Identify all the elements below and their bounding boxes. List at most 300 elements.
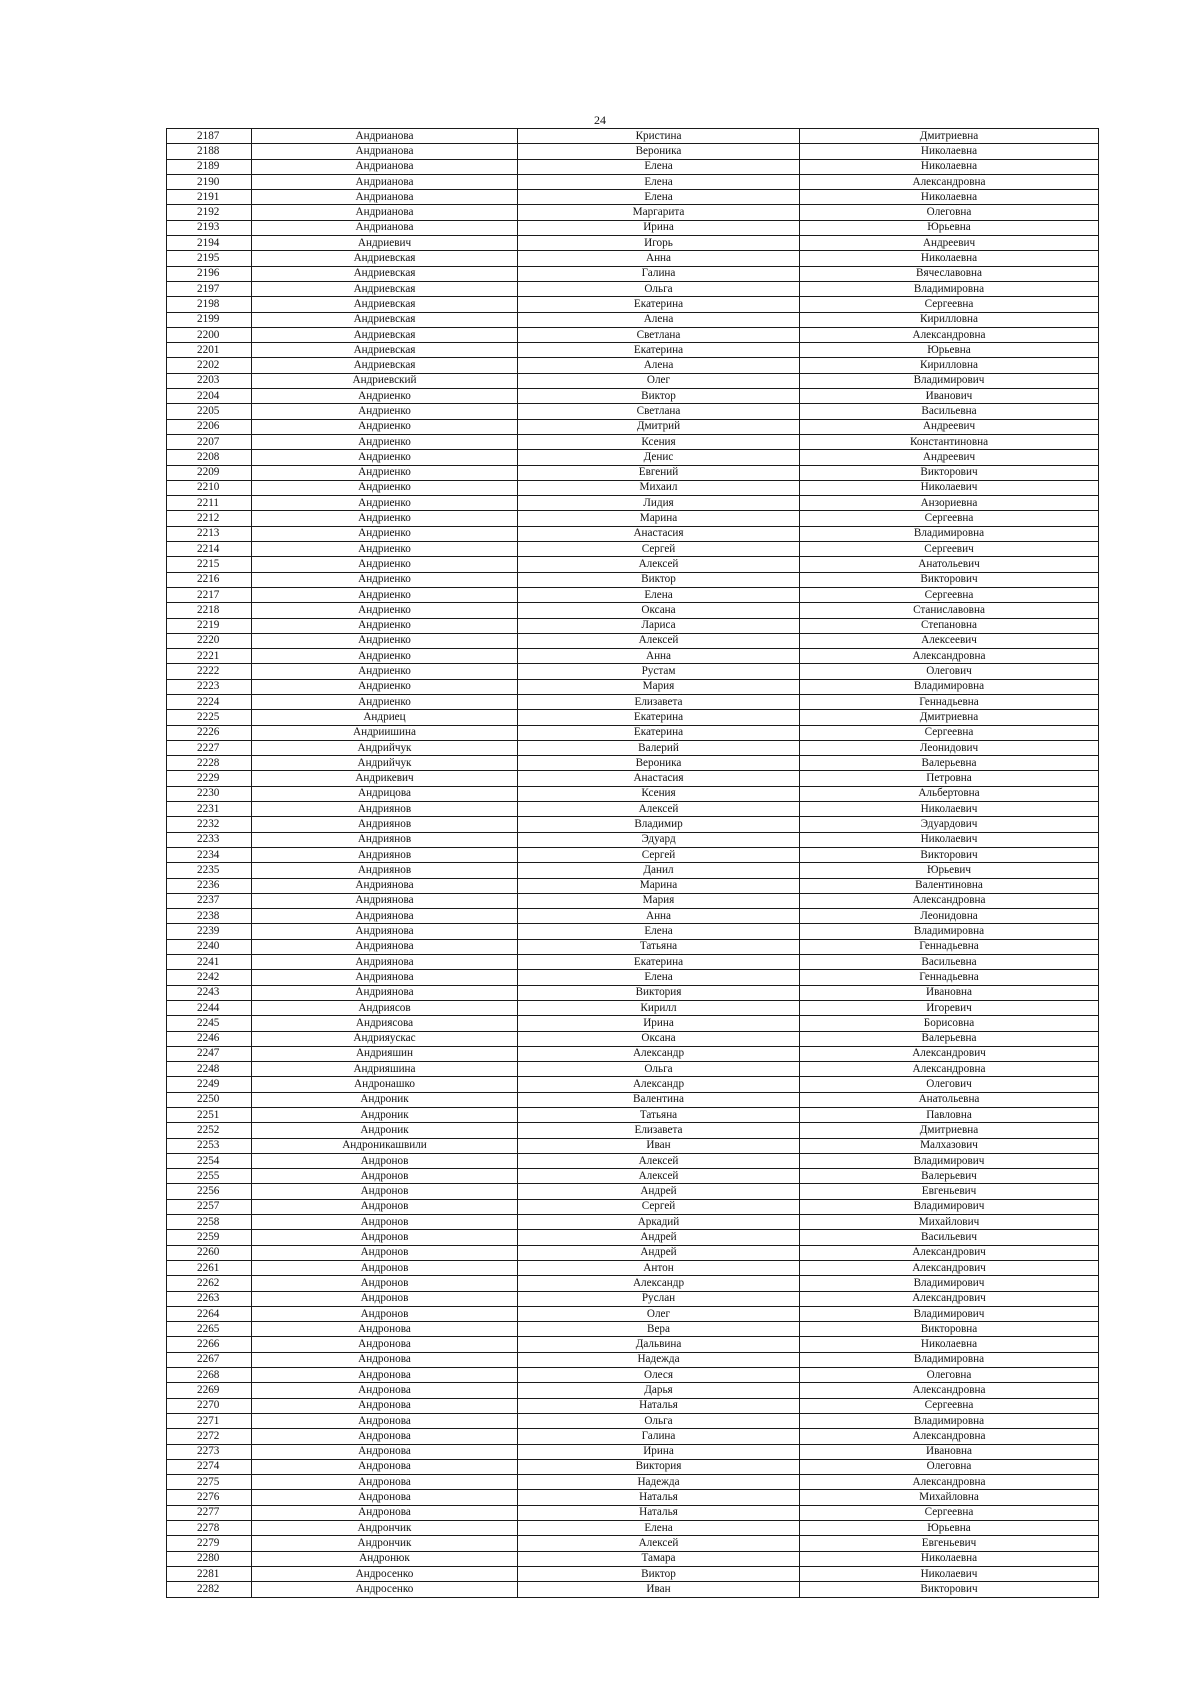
first-name-cell: Денис xyxy=(518,450,800,465)
record-number-cell: 2281 xyxy=(167,1566,252,1581)
patronymic-cell: Валерьевна xyxy=(800,756,1099,771)
table-row xyxy=(167,1551,1099,1566)
patronymic-cell: Юрьевна xyxy=(800,343,1099,358)
record-number-cell: 2250 xyxy=(167,1092,252,1107)
table-row xyxy=(167,740,1099,755)
record-number-cell: 2209 xyxy=(167,465,252,480)
patronymic-cell: Юрьевна xyxy=(800,1521,1099,1536)
patronymic-cell: Александровна xyxy=(800,1429,1099,1444)
patronymic-cell: Валерьевич xyxy=(800,1169,1099,1184)
record-number-cell: 2266 xyxy=(167,1337,252,1352)
table-row xyxy=(167,174,1099,189)
surname-cell: Андронашко xyxy=(252,1077,518,1092)
record-number-cell: 2211 xyxy=(167,496,252,511)
patronymic-cell: Васильевна xyxy=(800,955,1099,970)
first-name-cell: Татьяна xyxy=(518,939,800,954)
record-number-cell: 2255 xyxy=(167,1169,252,1184)
patronymic-cell: Васильевна xyxy=(800,404,1099,419)
first-name-cell: Елена xyxy=(518,174,800,189)
patronymic-cell: Владимировна xyxy=(800,1352,1099,1367)
surname-cell: Андронов xyxy=(252,1260,518,1275)
record-number-cell: 2245 xyxy=(167,1016,252,1031)
record-number-cell: 2208 xyxy=(167,450,252,465)
surname-cell: Андрияускас xyxy=(252,1031,518,1046)
record-number-cell: 2251 xyxy=(167,1108,252,1123)
table-row xyxy=(167,679,1099,694)
record-number-cell: 2193 xyxy=(167,220,252,235)
surname-cell: Андроникашвили xyxy=(252,1138,518,1153)
surname-cell: Андриевская xyxy=(252,297,518,312)
surname-cell: Андронова xyxy=(252,1459,518,1474)
patronymic-cell: Дмитриевна xyxy=(800,710,1099,725)
record-number-cell: 2234 xyxy=(167,847,252,862)
record-number-cell: 2198 xyxy=(167,297,252,312)
table-row xyxy=(167,1459,1099,1474)
first-name-cell: Евгений xyxy=(518,465,800,480)
surname-cell: Андросенко xyxy=(252,1566,518,1581)
first-name-cell: Сергей xyxy=(518,1199,800,1214)
first-name-cell: Елена xyxy=(518,587,800,602)
first-name-cell: Анастасия xyxy=(518,526,800,541)
patronymic-cell: Степановна xyxy=(800,618,1099,633)
record-number-cell: 2265 xyxy=(167,1322,252,1337)
table-row xyxy=(167,1322,1099,1337)
patronymic-cell: Владимировна xyxy=(800,526,1099,541)
record-number-cell: 2195 xyxy=(167,251,252,266)
patronymic-cell: Леонидовна xyxy=(800,909,1099,924)
patronymic-cell: Владимирович xyxy=(800,1276,1099,1291)
record-number-cell: 2190 xyxy=(167,174,252,189)
record-number-cell: 2240 xyxy=(167,939,252,954)
patronymic-cell: Викторович xyxy=(800,572,1099,587)
surname-cell: Андрианова xyxy=(252,174,518,189)
register-table xyxy=(166,128,1099,1598)
table-row xyxy=(167,465,1099,480)
surname-cell: Андрианова xyxy=(252,144,518,159)
record-number-cell: 2210 xyxy=(167,480,252,495)
first-name-cell: Екатерина xyxy=(518,297,800,312)
table-row xyxy=(167,771,1099,786)
table-row xyxy=(167,159,1099,174)
first-name-cell: Алена xyxy=(518,358,800,373)
record-number-cell: 2227 xyxy=(167,740,252,755)
table-row xyxy=(167,587,1099,602)
patronymic-cell: Николаевич xyxy=(800,802,1099,817)
surname-cell: Андриенко xyxy=(252,542,518,557)
surname-cell: Андроник xyxy=(252,1092,518,1107)
patronymic-cell: Владимировна xyxy=(800,924,1099,939)
patronymic-cell: Кирилловна xyxy=(800,358,1099,373)
first-name-cell: Екатерина xyxy=(518,725,800,740)
table-row xyxy=(167,603,1099,618)
record-number-cell: 2263 xyxy=(167,1291,252,1306)
first-name-cell: Рустам xyxy=(518,664,800,679)
surname-cell: Андриянов xyxy=(252,847,518,862)
record-number-cell: 2232 xyxy=(167,817,252,832)
patronymic-cell: Валентиновна xyxy=(800,878,1099,893)
record-number-cell: 2244 xyxy=(167,1000,252,1015)
surname-cell: Андриянова xyxy=(252,985,518,1000)
first-name-cell: Андрей xyxy=(518,1230,800,1245)
patronymic-cell: Андреевич xyxy=(800,419,1099,434)
surname-cell: Андрончик xyxy=(252,1536,518,1551)
surname-cell: Андриянова xyxy=(252,924,518,939)
table-row xyxy=(167,1398,1099,1413)
patronymic-cell: Николаевна xyxy=(800,144,1099,159)
record-number-cell: 2267 xyxy=(167,1352,252,1367)
record-number-cell: 2226 xyxy=(167,725,252,740)
table-row xyxy=(167,1123,1099,1138)
first-name-cell: Виктор xyxy=(518,1566,800,1581)
table-row xyxy=(167,144,1099,159)
table-row xyxy=(167,633,1099,648)
record-number-cell: 2188 xyxy=(167,144,252,159)
patronymic-cell: Николаевна xyxy=(800,159,1099,174)
surname-cell: Андриенко xyxy=(252,419,518,434)
surname-cell: Андронова xyxy=(252,1505,518,1520)
table-row xyxy=(167,251,1099,266)
patronymic-cell: Николаевна xyxy=(800,1551,1099,1566)
patronymic-cell: Борисовна xyxy=(800,1016,1099,1031)
patronymic-cell: Александрович xyxy=(800,1046,1099,1061)
patronymic-cell: Михайлович xyxy=(800,1215,1099,1230)
table-row xyxy=(167,1352,1099,1367)
patronymic-cell: Петровна xyxy=(800,771,1099,786)
record-number-cell: 2201 xyxy=(167,343,252,358)
record-number-cell: 2200 xyxy=(167,327,252,342)
first-name-cell: Галина xyxy=(518,1429,800,1444)
first-name-cell: Виктория xyxy=(518,985,800,1000)
table-row xyxy=(167,236,1099,251)
surname-cell: Андронов xyxy=(252,1245,518,1260)
first-name-cell: Екатерина xyxy=(518,710,800,725)
surname-cell: Андриенко xyxy=(252,587,518,602)
patronymic-cell: Станиславовна xyxy=(800,603,1099,618)
patronymic-cell: Олегович xyxy=(800,664,1099,679)
patronymic-cell: Альбертовна xyxy=(800,786,1099,801)
surname-cell: Андриенко xyxy=(252,526,518,541)
table-row xyxy=(167,557,1099,572)
table-row xyxy=(167,1429,1099,1444)
first-name-cell: Елизавета xyxy=(518,694,800,709)
first-name-cell: Сергей xyxy=(518,542,800,557)
record-number-cell: 2268 xyxy=(167,1368,252,1383)
surname-cell: Андронов xyxy=(252,1184,518,1199)
surname-cell: Андросенко xyxy=(252,1582,518,1597)
first-name-cell: Мария xyxy=(518,893,800,908)
first-name-cell: Алексей xyxy=(518,557,800,572)
first-name-cell: Данил xyxy=(518,863,800,878)
table-row xyxy=(167,480,1099,495)
first-name-cell: Марина xyxy=(518,511,800,526)
table-row xyxy=(167,1368,1099,1383)
record-number-cell: 2241 xyxy=(167,955,252,970)
surname-cell: Андроник xyxy=(252,1123,518,1138)
table-row xyxy=(167,1153,1099,1168)
record-number-cell: 2258 xyxy=(167,1215,252,1230)
patronymic-cell: Эдуардович xyxy=(800,817,1099,832)
patronymic-cell: Владимировна xyxy=(800,1413,1099,1428)
first-name-cell: Лидия xyxy=(518,496,800,511)
record-number-cell: 2282 xyxy=(167,1582,252,1597)
surname-cell: Андрианова xyxy=(252,190,518,205)
record-number-cell: 2278 xyxy=(167,1521,252,1536)
first-name-cell: Дарья xyxy=(518,1383,800,1398)
first-name-cell: Ксения xyxy=(518,786,800,801)
table-row xyxy=(167,297,1099,312)
table-row xyxy=(167,1475,1099,1490)
first-name-cell: Надежда xyxy=(518,1475,800,1490)
first-name-cell: Дальвина xyxy=(518,1337,800,1352)
first-name-cell: Алексей xyxy=(518,633,800,648)
record-number-cell: 2239 xyxy=(167,924,252,939)
table-row xyxy=(167,1260,1099,1275)
record-number-cell: 2212 xyxy=(167,511,252,526)
table-row xyxy=(167,1031,1099,1046)
first-name-cell: Алексей xyxy=(518,1169,800,1184)
table-row xyxy=(167,832,1099,847)
patronymic-cell: Александрович xyxy=(800,1260,1099,1275)
surname-cell: Андриясов xyxy=(252,1000,518,1015)
surname-cell: Андриянова xyxy=(252,893,518,908)
surname-cell: Андрияшин xyxy=(252,1046,518,1061)
table-row xyxy=(167,450,1099,465)
patronymic-cell: Александровна xyxy=(800,893,1099,908)
first-name-cell: Кристина xyxy=(518,129,800,144)
record-number-cell: 2249 xyxy=(167,1077,252,1092)
record-number-cell: 2277 xyxy=(167,1505,252,1520)
patronymic-cell: Геннадьевна xyxy=(800,694,1099,709)
table-row xyxy=(167,404,1099,419)
first-name-cell: Ольга xyxy=(518,1062,800,1077)
record-number-cell: 2236 xyxy=(167,878,252,893)
patronymic-cell: Юрьевич xyxy=(800,863,1099,878)
first-name-cell: Анна xyxy=(518,909,800,924)
record-number-cell: 2260 xyxy=(167,1245,252,1260)
surname-cell: Андриянов xyxy=(252,863,518,878)
table-row xyxy=(167,939,1099,954)
first-name-cell: Светлана xyxy=(518,327,800,342)
first-name-cell: Елена xyxy=(518,970,800,985)
first-name-cell: Лариса xyxy=(518,618,800,633)
surname-cell: Андриенко xyxy=(252,404,518,419)
table-row xyxy=(167,1444,1099,1459)
patronymic-cell: Николаевич xyxy=(800,1566,1099,1581)
table-row xyxy=(167,266,1099,281)
surname-cell: Андронов xyxy=(252,1291,518,1306)
record-number-cell: 2262 xyxy=(167,1276,252,1291)
table-row xyxy=(167,434,1099,449)
surname-cell: Андриенко xyxy=(252,603,518,618)
record-number-cell: 2224 xyxy=(167,694,252,709)
first-name-cell: Вероника xyxy=(518,756,800,771)
patronymic-cell: Евгеньевич xyxy=(800,1536,1099,1551)
patronymic-cell: Николаевич xyxy=(800,480,1099,495)
patronymic-cell: Александровна xyxy=(800,1475,1099,1490)
patronymic-cell: Вячеславовна xyxy=(800,266,1099,281)
surname-cell: Андриянова xyxy=(252,939,518,954)
surname-cell: Андрианова xyxy=(252,129,518,144)
surname-cell: Андриянов xyxy=(252,817,518,832)
table-row xyxy=(167,1016,1099,1031)
surname-cell: Андронова xyxy=(252,1383,518,1398)
patronymic-cell: Геннадьевна xyxy=(800,970,1099,985)
table-row xyxy=(167,1536,1099,1551)
surname-cell: Андриенко xyxy=(252,694,518,709)
first-name-cell: Виктор xyxy=(518,572,800,587)
patronymic-cell: Николаевич xyxy=(800,832,1099,847)
first-name-cell: Ольга xyxy=(518,281,800,296)
surname-cell: Андриевская xyxy=(252,251,518,266)
table-row xyxy=(167,756,1099,771)
surname-cell: Андрицова xyxy=(252,786,518,801)
record-number-cell: 2218 xyxy=(167,603,252,618)
patronymic-cell: Кирилловна xyxy=(800,312,1099,327)
record-number-cell: 2259 xyxy=(167,1230,252,1245)
patronymic-cell: Викторовна xyxy=(800,1322,1099,1337)
patronymic-cell: Викторович xyxy=(800,847,1099,862)
patronymic-cell: Владимирович xyxy=(800,373,1099,388)
first-name-cell: Ирина xyxy=(518,1016,800,1031)
table-row xyxy=(167,1184,1099,1199)
table-row xyxy=(167,664,1099,679)
first-name-cell: Виктор xyxy=(518,389,800,404)
first-name-cell: Алексей xyxy=(518,1536,800,1551)
patronymic-cell: Ивановна xyxy=(800,1444,1099,1459)
first-name-cell: Эдуард xyxy=(518,832,800,847)
surname-cell: Андронов xyxy=(252,1276,518,1291)
record-number-cell: 2248 xyxy=(167,1062,252,1077)
table-row xyxy=(167,1291,1099,1306)
surname-cell: Андриенко xyxy=(252,480,518,495)
first-name-cell: Екатерина xyxy=(518,955,800,970)
table-row xyxy=(167,389,1099,404)
record-number-cell: 2199 xyxy=(167,312,252,327)
table-row xyxy=(167,511,1099,526)
first-name-cell: Елизавета xyxy=(518,1123,800,1138)
first-name-cell: Александр xyxy=(518,1276,800,1291)
record-number-cell: 2191 xyxy=(167,190,252,205)
record-number-cell: 2206 xyxy=(167,419,252,434)
surname-cell: Андриенко xyxy=(252,557,518,572)
record-number-cell: 2264 xyxy=(167,1306,252,1321)
record-number-cell: 2231 xyxy=(167,802,252,817)
surname-cell: Андриенко xyxy=(252,618,518,633)
table-row xyxy=(167,909,1099,924)
first-name-cell: Тамара xyxy=(518,1551,800,1566)
surname-cell: Андрикевич xyxy=(252,771,518,786)
record-number-cell: 2273 xyxy=(167,1444,252,1459)
record-number-cell: 2229 xyxy=(167,771,252,786)
patronymic-cell: Малхазович xyxy=(800,1138,1099,1153)
surname-cell: Андриянова xyxy=(252,878,518,893)
record-number-cell: 2269 xyxy=(167,1383,252,1398)
record-number-cell: 2194 xyxy=(167,236,252,251)
first-name-cell: Александр xyxy=(518,1046,800,1061)
first-name-cell: Владимир xyxy=(518,817,800,832)
record-number-cell: 2247 xyxy=(167,1046,252,1061)
table-row xyxy=(167,1306,1099,1321)
first-name-cell: Валерий xyxy=(518,740,800,755)
table-row xyxy=(167,190,1099,205)
table-row xyxy=(167,1215,1099,1230)
record-number-cell: 2219 xyxy=(167,618,252,633)
table-row xyxy=(167,1230,1099,1245)
patronymic-cell: Александровна xyxy=(800,174,1099,189)
surname-cell: Андриевская xyxy=(252,358,518,373)
table-row xyxy=(167,1199,1099,1214)
record-number-cell: 2271 xyxy=(167,1413,252,1428)
patronymic-cell: Сергеевна xyxy=(800,587,1099,602)
first-name-cell: Ирина xyxy=(518,220,800,235)
patronymic-cell: Игоревич xyxy=(800,1000,1099,1015)
first-name-cell: Вера xyxy=(518,1322,800,1337)
table-row xyxy=(167,817,1099,832)
first-name-cell: Надежда xyxy=(518,1352,800,1367)
table-row xyxy=(167,955,1099,970)
first-name-cell: Валентина xyxy=(518,1092,800,1107)
record-number-cell: 2197 xyxy=(167,281,252,296)
surname-cell: Андриенко xyxy=(252,434,518,449)
patronymic-cell: Сергеевна xyxy=(800,297,1099,312)
table-row xyxy=(167,1490,1099,1505)
patronymic-cell: Андреевич xyxy=(800,236,1099,251)
surname-cell: Андронова xyxy=(252,1490,518,1505)
surname-cell: Андронов xyxy=(252,1153,518,1168)
record-number-cell: 2242 xyxy=(167,970,252,985)
first-name-cell: Марина xyxy=(518,878,800,893)
record-number-cell: 2207 xyxy=(167,434,252,449)
first-name-cell: Андрей xyxy=(518,1245,800,1260)
surname-cell: Андриенко xyxy=(252,389,518,404)
table-row xyxy=(167,129,1099,144)
surname-cell: Андриянова xyxy=(252,909,518,924)
table-row xyxy=(167,970,1099,985)
surname-cell: Андриенко xyxy=(252,496,518,511)
surname-cell: Андрийчук xyxy=(252,740,518,755)
table-row xyxy=(167,1062,1099,1077)
record-number-cell: 2214 xyxy=(167,542,252,557)
patronymic-cell: Юрьевна xyxy=(800,220,1099,235)
table-row xyxy=(167,618,1099,633)
patronymic-cell: Олеговна xyxy=(800,1459,1099,1474)
patronymic-cell: Владимирович xyxy=(800,1153,1099,1168)
table-row xyxy=(167,786,1099,801)
table-row xyxy=(167,1582,1099,1597)
surname-cell: Андриевская xyxy=(252,281,518,296)
table-row xyxy=(167,924,1099,939)
record-number-cell: 2270 xyxy=(167,1398,252,1413)
first-name-cell: Михаил xyxy=(518,480,800,495)
table-row xyxy=(167,1000,1099,1015)
record-number-cell: 2216 xyxy=(167,572,252,587)
record-number-cell: 2228 xyxy=(167,756,252,771)
first-name-cell: Анна xyxy=(518,649,800,664)
surname-cell: Андриенко xyxy=(252,664,518,679)
patronymic-cell: Николаевна xyxy=(800,251,1099,266)
surname-cell: Андроник xyxy=(252,1108,518,1123)
table-row xyxy=(167,1337,1099,1352)
patronymic-cell: Сергеевна xyxy=(800,1505,1099,1520)
first-name-cell: Наталья xyxy=(518,1398,800,1413)
surname-cell: Андронова xyxy=(252,1322,518,1337)
record-number-cell: 2254 xyxy=(167,1153,252,1168)
record-number-cell: 2237 xyxy=(167,893,252,908)
first-name-cell: Олег xyxy=(518,1306,800,1321)
surname-cell: Андрианова xyxy=(252,159,518,174)
first-name-cell: Маргарита xyxy=(518,205,800,220)
surname-cell: Андрончик xyxy=(252,1521,518,1536)
